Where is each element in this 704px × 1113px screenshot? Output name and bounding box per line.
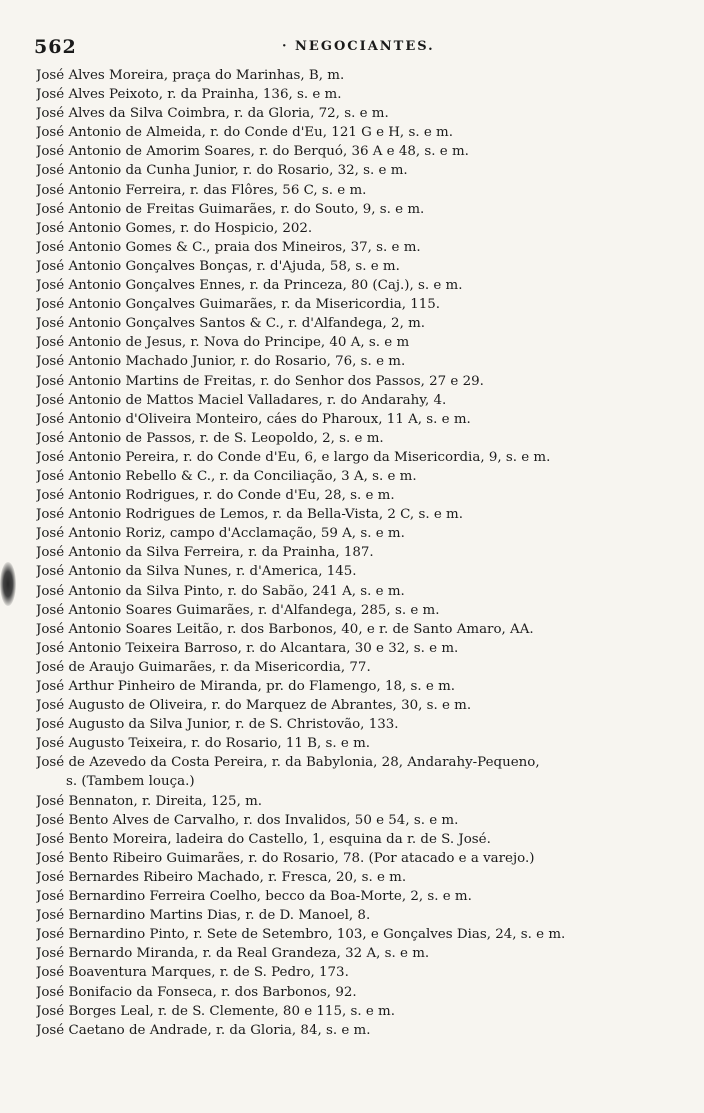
list-item: José Antonio Martins de Freitas, r. do Senhor dos Passos, 27 e 29.	[36, 373, 484, 389]
list-item: José Antonio de Mattos Maciel Valladares, r. do Andarahy, 4.	[36, 392, 447, 408]
list-item: José Arthur Pinheiro de Miranda, pr. do Flamengo, 18, s. e m.	[36, 679, 456, 694]
list-item: José Borges Leal, r. de S. Clemente, 80 e 115, s. e m.	[36, 1003, 395, 1019]
list-item: José Antonio Roriz, campo d'Acclamação, 59 A, s. e m.	[36, 526, 405, 542]
page-header	[34, 36, 674, 62]
list-item: José Antonio de Freitas Guimarães, r. do Souto, 9, s. e m.	[36, 201, 425, 217]
list-item: José Antonio Gonçalves Guimarães, r. da Misericordia, 115.	[36, 297, 441, 313]
list-item: José Bernardo Miranda, r. da Real Grandeza, 32 A, s. e m.	[36, 946, 430, 962]
list-item: José Bento Ribeiro Guimarães, r. do Rosario, 78. (Por atacado e a varejo.)	[36, 850, 535, 866]
list-item: José Antonio de Passos, r. de S. Leopoldo, 2, s. e m.	[36, 430, 384, 446]
list-item: José Antonio d'Oliveira Monteiro, cáes do Pharoux, 11 A, s. e m.	[36, 411, 471, 427]
list-item: José Bennaton, r. Direita, 125, m.	[36, 793, 263, 809]
list-item: José Antonio da Cunha Junior, r. do Rosario, 32, s. e m.	[36, 163, 408, 179]
list-item: José Alves Moreira, praça do Marinhas, B, m.	[36, 68, 345, 83]
list-item: José Antonio Rodrigues, r. do Conde d'Eu, 28, s. e m.	[36, 488, 395, 504]
list-item: José Antonio Gomes, r. do Hospicio, 202.	[36, 220, 313, 236]
list-item: José Antonio de Almeida, r. do Conde d'Eu, 121 G e H, s. e m.	[36, 125, 453, 141]
list-item: José Alves da Silva Coimbra, r. da Gloria, 72, s. e m.	[36, 106, 389, 122]
directory-list	[36, 66, 696, 1040]
list-item: José Antonio Soares Leitão, r. dos Barbonos, 40, e r. de Santo Amaro, AA.	[36, 621, 534, 637]
list-item: José Bento Moreira, ladeira do Castello, 1, esquina da r. de S. José.	[36, 831, 491, 847]
list-item: José Bonifacio da Fonseca, r. dos Barbonos, 92.	[36, 984, 357, 1000]
list-item: José Boaventura Marques, r. de S. Pedro, 173.	[36, 965, 349, 981]
list-item: José Antonio Teixeira Barroso, r. do Alcantara, 30 e 32, s. e m.	[36, 640, 459, 656]
list-item: José Antonio da Silva Ferreira, r. da Prainha, 187.	[36, 545, 374, 561]
list-item: José Antonio Gomes & C., praia dos Mineiros, 37, s. e m.	[36, 239, 421, 255]
list-item: José Caetano de Andrade, r. da Gloria, 84, s. e m.	[36, 1022, 371, 1038]
list-item: José Antonio Gonçalves Santos & C., r. d'Alfandega, 2, m.	[36, 316, 426, 332]
list-item: José Bernardino Ferreira Coelho, becco da Boa-Morte, 2, s. e m.	[36, 889, 472, 905]
list-item: José Antonio Soares Guimarães, r. d'Alfandega, 285, s. e m.	[36, 602, 440, 618]
list-item: José Antonio Rebello & C., r. da Conciliação, 3 A, s. e m.	[36, 468, 417, 484]
list-item: José Antonio Rodrigues de Lemos, r. da Bella-Vista, 2 C, s. e m.	[36, 507, 463, 523]
list-item-continuation: s. (Tambem louça.)	[66, 774, 195, 790]
list-item: José Antonio Gonçalves Ennes, r. da Princeza, 80 (Caj.), s. e m.	[36, 278, 463, 294]
list-item: José Augusto Teixeira, r. do Rosario, 11 B, s. e m.	[36, 736, 371, 752]
list-item: José de Araujo Guimarães, r. da Misericordia, 77.	[36, 659, 371, 675]
list-item: José Antonio Machado Junior, r. do Rosario, 76, s. e m.	[36, 354, 406, 370]
ink-smudge	[0, 562, 16, 606]
list-item: José Bernardino Pinto, r. Sete de Setembro, 103, e Gonçalves Dias, 24, s. e m.	[36, 927, 566, 943]
list-item: José Antonio Ferreira, r. das Flôres, 56 C, s. e m.	[36, 182, 367, 198]
list-item: José Antonio da Silva Pinto, r. do Sabão, 241 A, s. e m.	[36, 583, 405, 599]
list-item: José Antonio Pereira, r. do Conde d'Eu, 6, e largo da Misericordia, 9, s. e m.	[36, 449, 551, 465]
list-item: José Antonio da Silva Nunes, r. d'America, 145.	[36, 564, 357, 580]
list-item: José Alves Peixoto, r. da Prainha, 136, s. e m.	[36, 87, 342, 103]
list-item: José Bento Alves de Carvalho, r. dos Invalidos, 50 e 54, s. e m.	[36, 812, 459, 828]
list-item: José Bernardino Martins Dias, r. de D. Manoel, 8.	[36, 908, 371, 924]
list-item: José de Azevedo da Costa Pereira, r. da Babylonia, 28, Andarahy-Pequeno,	[36, 755, 540, 771]
list-item: José Augusto de Oliveira, r. do Marquez de Abrantes, 30, s. e m.	[36, 698, 472, 714]
list-item: José Antonio Gonçalves Bonças, r. d'Ajuda, 58, s. e m.	[36, 258, 400, 274]
list-item: José Antonio de Jesus, r. Nova do Principe, 40 A, s. e m	[36, 335, 410, 351]
page-number: 562	[34, 36, 77, 58]
list-item: José Augusto da Silva Junior, r. de S. Christovão, 133.	[36, 717, 399, 733]
list-item: José Bernardes Ribeiro Machado, r. Fresca, 20, s. e m.	[36, 869, 407, 885]
running-head: · NEGOCIANTES.	[282, 39, 435, 54]
list-item: José Antonio de Amorim Soares, r. do Berquó, 36 A e 48, s. e m.	[36, 144, 469, 160]
